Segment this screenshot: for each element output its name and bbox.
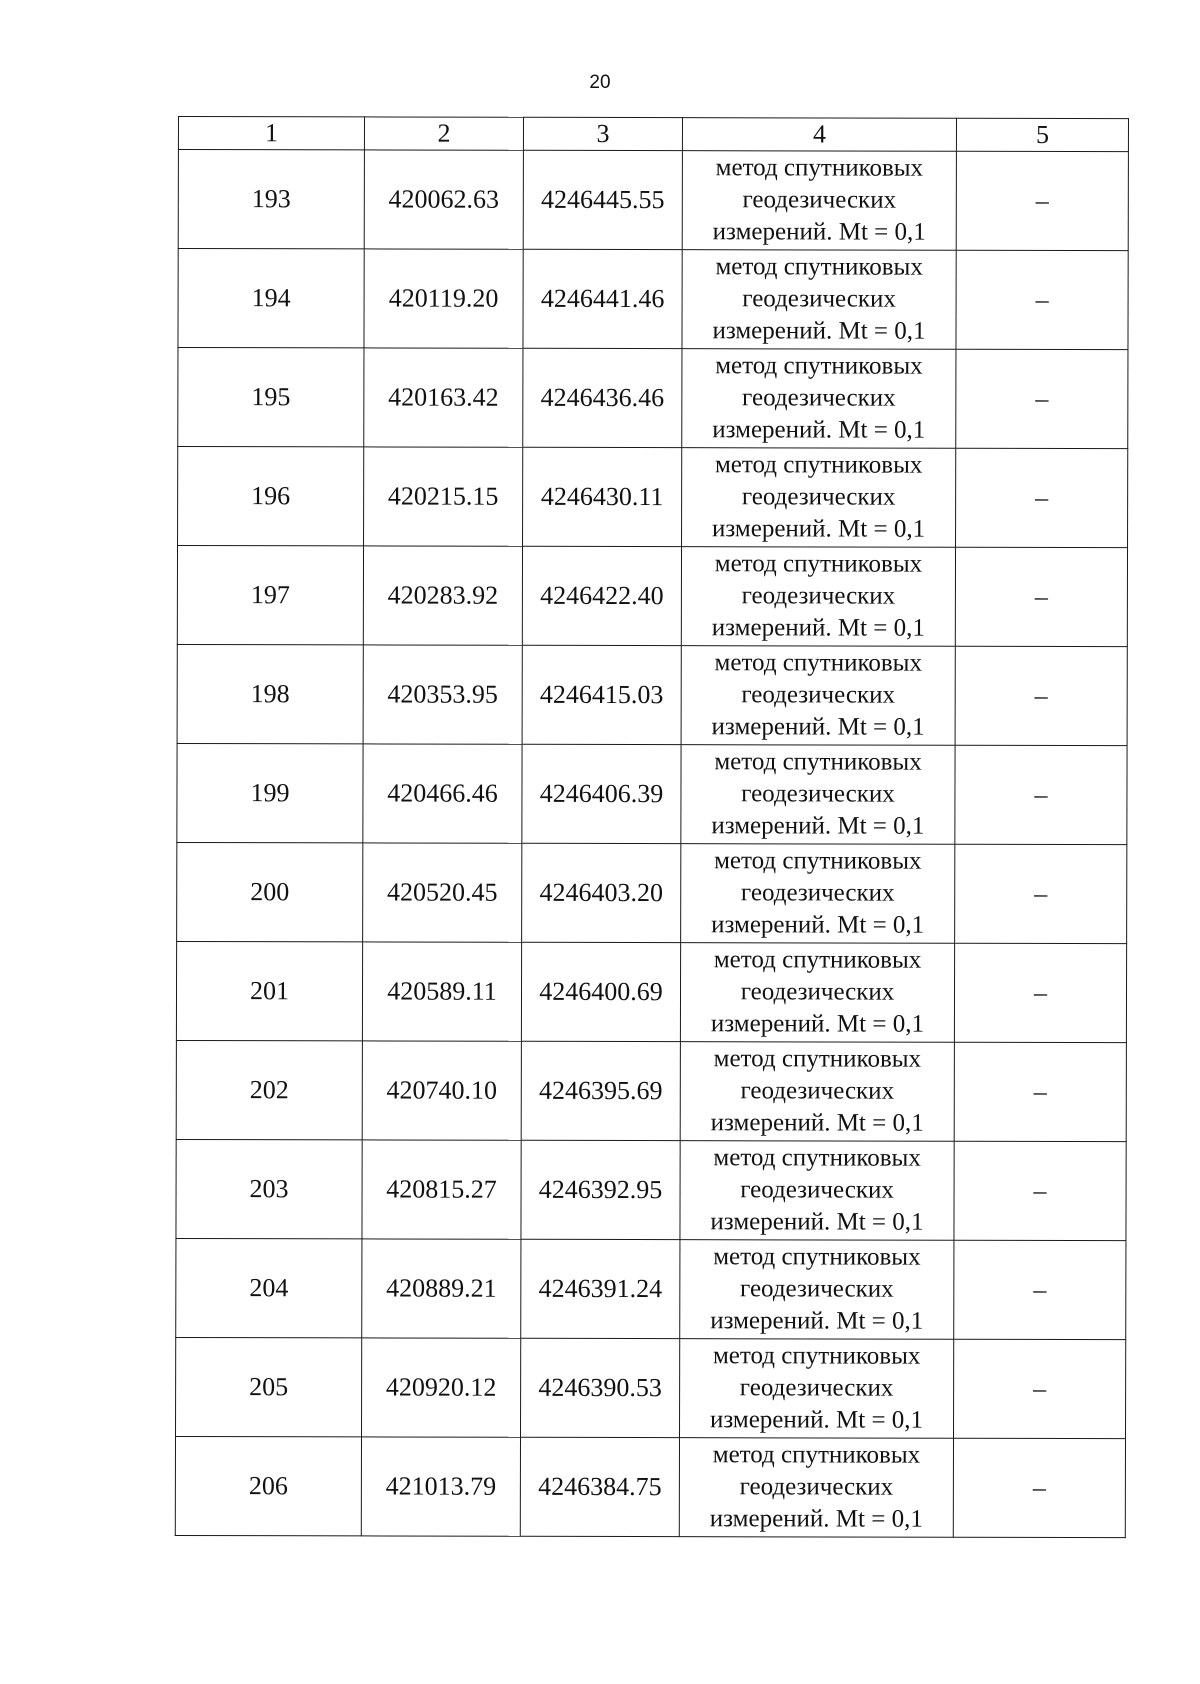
method-line: метод спутниковых (713, 1243, 921, 1271)
method-line: метод спутниковых (712, 1441, 921, 1469)
method-line: измерений. Mt = 0,1 (711, 515, 926, 543)
point-number-cell: 195 (178, 348, 364, 447)
method-line: метод спутниковых (714, 649, 922, 677)
method-line: геодезических (740, 1275, 894, 1303)
y-coordinate-cell: 4246390.53 (521, 1338, 680, 1437)
page-number: 20 (589, 72, 611, 93)
x-coordinate-cell: 420062.63 (364, 150, 523, 249)
method-line: измерений. Mt = 0,1 (709, 1505, 923, 1533)
method-line: метод спутниковых (715, 352, 923, 380)
table-row (176, 1139, 1126, 1240)
method-line: измерений. Mt = 0,1 (712, 317, 926, 345)
method-line: метод спутниковых (714, 550, 923, 578)
table-row (177, 546, 1127, 647)
coordinates-table-container (175, 116, 1129, 1538)
method-line: метод спутниковых (715, 253, 923, 281)
table-row (177, 842, 1127, 943)
column-header-1: 1 (178, 117, 364, 150)
note-cell: – (954, 1042, 1126, 1141)
method-line: геодезических (740, 1176, 894, 1204)
method-line: измерений. Mt = 0,1 (712, 218, 926, 246)
method-line: измерений. Mt = 0,1 (711, 812, 925, 840)
method-line: геодезических (741, 582, 896, 610)
point-number-cell: 204 (176, 1238, 362, 1337)
note-cell: – (954, 1141, 1126, 1240)
method-line: измерений. Mt = 0,1 (710, 1307, 924, 1335)
x-coordinate-cell: 420815.27 (362, 1140, 521, 1239)
y-coordinate-cell: 4246395.69 (521, 1041, 680, 1140)
table-row (176, 941, 1126, 1042)
note-cell: – (956, 349, 1128, 448)
note-cell: – (955, 547, 1127, 646)
note-cell: – (953, 1438, 1125, 1537)
method-line: геодезических (740, 879, 895, 907)
note-cell: – (956, 448, 1128, 547)
method-cell (681, 646, 955, 746)
y-coordinate-cell: 4246400.69 (521, 942, 680, 1041)
method-line: метод спутниковых (714, 748, 922, 776)
x-coordinate-cell: 420353.95 (363, 645, 522, 744)
note-cell: – (954, 1240, 1126, 1339)
method-cell (680, 1240, 954, 1340)
point-number-cell: 201 (176, 941, 362, 1040)
point-number-cell: 202 (176, 1040, 362, 1139)
method-line: геодезических (741, 681, 896, 709)
table-row (176, 1238, 1126, 1339)
method-line: измерений. Mt = 0,1 (709, 1406, 924, 1434)
method-cell (682, 448, 956, 548)
table-row (176, 1337, 1126, 1438)
table-row (177, 644, 1127, 745)
x-coordinate-cell: 420466.46 (363, 744, 522, 843)
y-coordinate-cell: 4246436.46 (523, 348, 682, 447)
column-header-3: 3 (523, 117, 682, 150)
method-line: измерений. Mt = 0,1 (710, 1208, 924, 1236)
method-cell (680, 1141, 954, 1241)
method-cell (680, 943, 954, 1043)
x-coordinate-cell: 420889.21 (362, 1239, 521, 1338)
method-line: геодезических (741, 780, 895, 808)
method-cell (681, 745, 955, 845)
method-line: измерений. Mt = 0,1 (710, 1109, 924, 1137)
method-line: метод спутниковых (714, 451, 923, 479)
method-line: метод спутниковых (713, 1144, 921, 1172)
method-line: метод спутниковых (715, 154, 924, 182)
point-number-cell: 197 (177, 546, 363, 645)
method-cell (679, 1438, 953, 1538)
point-number-cell: 203 (176, 1139, 362, 1238)
table-row (175, 1436, 1125, 1537)
point-number-cell: 196 (178, 447, 364, 546)
y-coordinate-cell: 4246441.46 (523, 249, 682, 348)
method-line: геодезических (739, 1473, 894, 1501)
method-line: метод спутниковых (713, 1045, 922, 1073)
table-header-row (178, 117, 1128, 152)
method-line: измерений. Mt = 0,1 (711, 911, 925, 939)
x-coordinate-cell: 420589.11 (362, 942, 521, 1041)
x-coordinate-cell: 420119.20 (364, 249, 523, 348)
table-row (178, 150, 1128, 251)
y-coordinate-cell: 4246391.24 (521, 1239, 680, 1338)
method-line: метод спутниковых (713, 946, 922, 974)
note-cell: – (954, 1339, 1126, 1438)
method-cell (681, 547, 955, 647)
table-row (177, 743, 1127, 844)
table-body (175, 150, 1128, 1538)
method-cell (681, 844, 955, 944)
point-number-cell: 200 (177, 842, 363, 941)
method-line: геодезических (740, 1077, 895, 1105)
column-header-5: 5 (956, 118, 1128, 151)
method-line: геодезических (742, 285, 896, 313)
note-cell: – (955, 646, 1127, 745)
method-cell (682, 349, 956, 449)
point-number-cell: 206 (175, 1436, 361, 1535)
point-number-cell: 199 (177, 743, 363, 842)
note-cell: – (955, 844, 1127, 943)
method-line: геодезических (740, 978, 895, 1006)
coordinates-table (175, 116, 1129, 1538)
point-number-cell: 205 (176, 1337, 362, 1436)
method-line: измерений. Mt = 0,1 (711, 614, 925, 642)
table-row (178, 249, 1128, 350)
note-cell: – (956, 151, 1128, 250)
x-coordinate-cell: 420920.12 (362, 1338, 521, 1437)
method-line: измерений. Mt = 0,1 (710, 1010, 925, 1038)
method-line: геодезических (742, 186, 897, 214)
column-header-2: 2 (364, 117, 523, 150)
y-coordinate-cell: 4246384.75 (520, 1437, 679, 1536)
point-number-cell: 193 (178, 150, 364, 249)
table-row (178, 447, 1128, 548)
y-coordinate-cell: 4246406.39 (522, 744, 681, 843)
method-cell (680, 1339, 954, 1439)
point-number-cell: 198 (177, 644, 363, 743)
x-coordinate-cell: 420163.42 (364, 348, 523, 447)
method-line: геодезических (741, 483, 896, 511)
x-coordinate-cell: 420283.92 (363, 546, 522, 645)
y-coordinate-cell: 4246422.40 (522, 546, 681, 645)
note-cell: – (954, 943, 1126, 1042)
y-coordinate-cell: 4246392.95 (521, 1140, 680, 1239)
y-coordinate-cell: 4246445.55 (523, 150, 682, 249)
table-row (178, 348, 1128, 449)
x-coordinate-cell: 420215.15 (364, 447, 523, 546)
note-cell: – (956, 250, 1128, 349)
method-line: геодезических (742, 384, 896, 412)
method-line: метод спутниковых (712, 1342, 921, 1370)
note-cell: – (955, 745, 1127, 844)
y-coordinate-cell: 4246430.11 (523, 447, 682, 546)
method-cell (682, 151, 956, 251)
x-coordinate-cell: 421013.79 (361, 1437, 520, 1536)
table-row (176, 1040, 1126, 1141)
y-coordinate-cell: 4246403.20 (522, 843, 681, 942)
method-line: измерений. Mt = 0,1 (712, 416, 926, 444)
x-coordinate-cell: 420740.10 (362, 1041, 521, 1140)
method-line: метод спутниковых (714, 847, 922, 875)
method-cell (680, 1042, 954, 1142)
column-header-4: 4 (682, 118, 956, 152)
method-line: измерений. Mt = 0,1 (711, 713, 925, 741)
method-line: геодезических (739, 1374, 894, 1402)
point-number-cell: 194 (178, 249, 364, 348)
y-coordinate-cell: 4246415.03 (522, 645, 681, 744)
x-coordinate-cell: 420520.45 (363, 843, 522, 942)
method-cell (682, 250, 956, 350)
